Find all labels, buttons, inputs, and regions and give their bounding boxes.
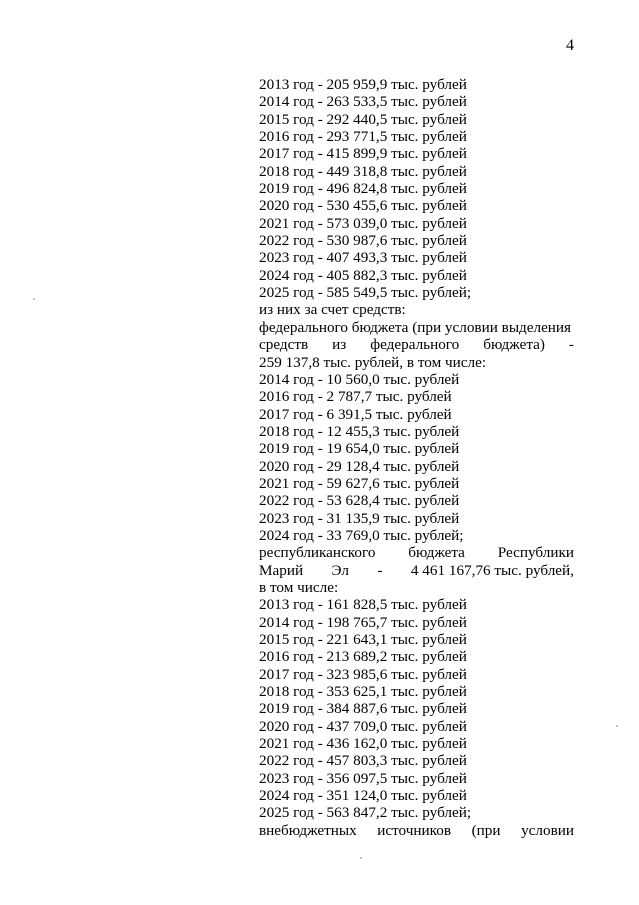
republican-word: Республики: [497, 544, 574, 562]
republican-word: -: [377, 561, 383, 579]
federal-year-2017: 2017 год - 6 391,5 тыс. рублей: [259, 405, 452, 423]
republican-word: бюджета: [408, 544, 465, 562]
federal-year-2016: 2016 год - 2 787,7 тыс. рублей: [259, 388, 452, 406]
extrabudget-word: источников: [377, 821, 452, 839]
federal-year-2022: 2022 год - 53 628,4 тыс. рублей: [259, 492, 460, 510]
federal-word: средств: [259, 336, 309, 354]
total-year-2016: 2016 год - 293 771,5 тыс. рублей: [259, 128, 467, 146]
document-body: [259, 76, 574, 839]
republican-year-2020: 2020 год - 437 709,0 тыс. рублей: [259, 717, 467, 735]
republican-year-2018: 2018 год - 353 625,1 тыс. рублей: [259, 683, 467, 701]
federal-year-2014: 2014 год - 10 560,0 тыс. рублей: [259, 370, 460, 388]
federal-years-list: [259, 371, 574, 544]
federal-line-2: [259, 336, 574, 353]
scan-speck: [616, 725, 618, 727]
federal-line-1: федерального бюджета (при условии выделения: [259, 318, 572, 336]
federal-word: из: [332, 336, 347, 354]
federal-line-3: 259 137,8 тыс. рублей, в том числе:: [259, 353, 487, 371]
extrabudget-word: внебюджетных: [259, 821, 357, 839]
total-year-2022: 2022 год - 530 987,6 тыс. рублей: [259, 232, 467, 250]
federal-word: -: [568, 336, 574, 354]
republican-line-3: в том числе:: [259, 578, 339, 596]
federal-word: бюджета): [483, 336, 545, 354]
republican-year-2015: 2015 год - 221 643,1 тыс. рублей: [259, 631, 467, 648]
republican-word: Марий: [259, 561, 304, 579]
republican-year-2022: 2022 год - 457 803,3 тыс. рублей: [259, 752, 467, 770]
total-year-2021: 2021 год - 573 039,0 тыс. рублей: [259, 214, 467, 232]
republican-year-2017: 2017 год - 323 985,6 тыс. рублей: [259, 665, 467, 683]
federal-year-2019: 2019 год - 19 654,0 тыс. рублей: [259, 440, 460, 458]
republican-year-2021: 2021 год - 436 162,0 тыс. рублей: [259, 735, 467, 753]
total-year-2023: 2023 год - 407 493,3 тыс. рублей: [259, 249, 467, 267]
total-year-2020: 2020 год - 530 455,6 тыс. рублей: [259, 197, 467, 215]
republican-year-2023: 2023 год - 356 097,5 тыс. рублей: [259, 769, 467, 787]
scan-speck: [360, 857, 362, 859]
republican-year-2014: 2014 год - 198 765,7 тыс. рублей: [259, 613, 467, 631]
extrabudget-word: условии: [521, 821, 574, 839]
republican-year-2013: 2013 год - 161 828,5 тыс. рублей: [259, 596, 467, 614]
republican-year-2016: 2016 год - 213 689,2 тыс. рублей: [259, 648, 467, 666]
republican-word: республиканского: [259, 544, 376, 562]
total-year-2019: 2019 год - 496 824,8 тыс. рублей: [259, 180, 467, 198]
extrabudget-word: (при: [471, 821, 501, 839]
total-year-2024: 2024 год - 405 882,3 тыс. рублей: [259, 266, 467, 284]
republican-section: [259, 544, 574, 822]
republican-line-2: [259, 562, 574, 579]
republican-word: 4 461 167,76 тыс. рублей,: [410, 561, 574, 579]
federal-year-2023: 2023 год - 31 135,9 тыс. рублей: [259, 509, 460, 527]
scan-speck: [33, 298, 35, 300]
republican-years-list: [259, 596, 574, 821]
federal-year-2018: 2018 год - 12 455,3 тыс. рублей: [259, 422, 460, 440]
total-year-2013: 2013 год - 205 959,9 тыс. рублей: [259, 76, 467, 93]
federal-year-2021: 2021 год - 59 627,6 тыс. рублей: [259, 474, 460, 492]
federal-word: федерального: [370, 336, 460, 354]
federal-year-2024: 2024 год - 33 769,0 тыс. рублей;: [259, 526, 464, 544]
total-years-list: [259, 76, 574, 301]
sources-intro: из них за счет средств:: [259, 301, 406, 319]
total-year-2014: 2014 год - 263 533,5 тыс. рублей: [259, 93, 467, 111]
total-year-2025: 2025 год - 585 549,5 тыс. рублей;: [259, 284, 472, 302]
republican-year-2024: 2024 год - 351 124,0 тыс. рублей: [259, 787, 467, 805]
total-year-2015: 2015 год - 292 440,5 тыс. рублей: [259, 110, 467, 128]
republican-line-1: [259, 544, 574, 561]
republican-year-2019: 2019 год - 384 887,6 тыс. рублей: [259, 700, 467, 718]
federal-section: [259, 319, 574, 544]
page-number: 4: [566, 37, 574, 54]
total-year-2017: 2017 год - 415 899,9 тыс. рублей: [259, 145, 467, 163]
republican-word: Эл: [331, 561, 349, 579]
republican-year-2025: 2025 год - 563 847,2 тыс. рублей;: [259, 804, 472, 822]
extrabudget-line-1: [259, 822, 574, 839]
federal-year-2020: 2020 год - 29 128,4 тыс. рублей: [259, 457, 460, 475]
total-year-2018: 2018 год - 449 318,8 тыс. рублей: [259, 162, 467, 180]
